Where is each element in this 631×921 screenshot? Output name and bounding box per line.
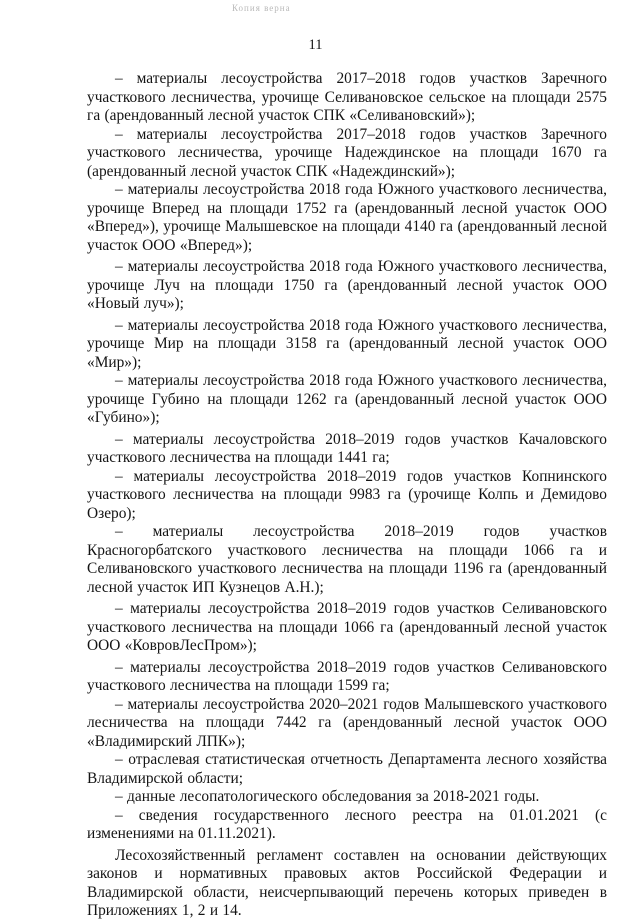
page-number: 11: [308, 37, 323, 53]
closing-paragraph: Лесохозяйственный регламент составлен на основании действующих законов и нормативных правовых актов Российской Федерации и Владимирской области, неисчерпывающий перечень которых приведен в Приложениях 1, 2 и 14.: [87, 846, 607, 919]
body-text: [87, 70, 607, 921]
list-item: – материалы лесоустройства 2018–2019 годов участков Копнинского участкового лесничества на площади 9983 га (урочище Колпь и Демидово Озеро);: [87, 467, 607, 522]
list-item: – материалы лесоустройства 2018 года Южного участкового лесничества, урочище Губино на площади 1262 га (арендованный лесной участок ООО «Губино»);: [87, 372, 607, 426]
list-item: – данные лесопатологического обследования за 2018-2021 годы.: [115, 788, 540, 805]
list-item: – материалы лесоустройства 2018 года Южного участкового лесничества, урочище Мир на площади 3158 га (арендованный лесной участок ООО «Мир»);: [87, 316, 607, 371]
list-item: – материалы лесоустройства 2018 года Южного участкового лесничества, урочище Луч на площади 1750 га (арендованный лесной участок ООО «Новый луч»);: [87, 258, 607, 312]
list-item: – материалы лесоустройства 2017–2018 годов участков Заречного участкового лесничества, урочище Селивановское сельское на площади 2575 га (арендованный лесной участок СПК «Селивановский»);: [87, 70, 607, 124]
list-item: – материалы лесоустройства 2018 года Южного участкового лесничества, урочище Вперед на площади 1752 га (арендованный лесной участок ООО «Вперед»), урочище Малышевское на площади 4140 га (арендованный лесной участок ООО «Вперед»);: [87, 181, 607, 254]
list-item: – материалы лесоустройства 2018–2019 годов участков Селивановского участкового лесничества на площади 1066 га (арендованный лесной участок ООО «КовровЛесПром»);: [87, 600, 607, 654]
list-item: – материалы лесоустройства 2020–2021 годов Малышевского участкового лесничества на площади 7442 га (арендованный лесной участок ООО «Владимирский ЛПК»);: [87, 695, 607, 750]
list-item: – материалы лесоустройства 2017–2018 годов участков Заречного участкового лесничества, урочище Надеждинское на площади 1670 га (арендованный лесной участок СПК «Надеждинский»);: [87, 125, 607, 180]
list-item: – сведения государственного лесного реестра на 01.01.2021 (с изменениями на 01.11.2021).: [87, 806, 607, 842]
list-item: – материалы лесоустройства 2018–2019 годов участков Селивановского участкового лесничества на площади 1599 га;: [87, 658, 607, 694]
list-item: – материалы лесоустройства 2018–2019 годов участков Красногорбатского участкового лесничества на площади 1066 га и Селивановского участкового лесничества на площади 1196 га (арендованный лесной участок ИП Кузнецов А.Н.);: [87, 523, 607, 596]
list-item: – материалы лесоустройства 2018–2019 годов участков Качаловского участкового лесничества на площади 1441 га;: [87, 430, 607, 466]
list-item: – отраслевая статистическая отчетность Департамента лесного хозяйства Владимирской области;: [87, 751, 607, 787]
header-stamp-mark: Копия верна: [232, 3, 291, 13]
